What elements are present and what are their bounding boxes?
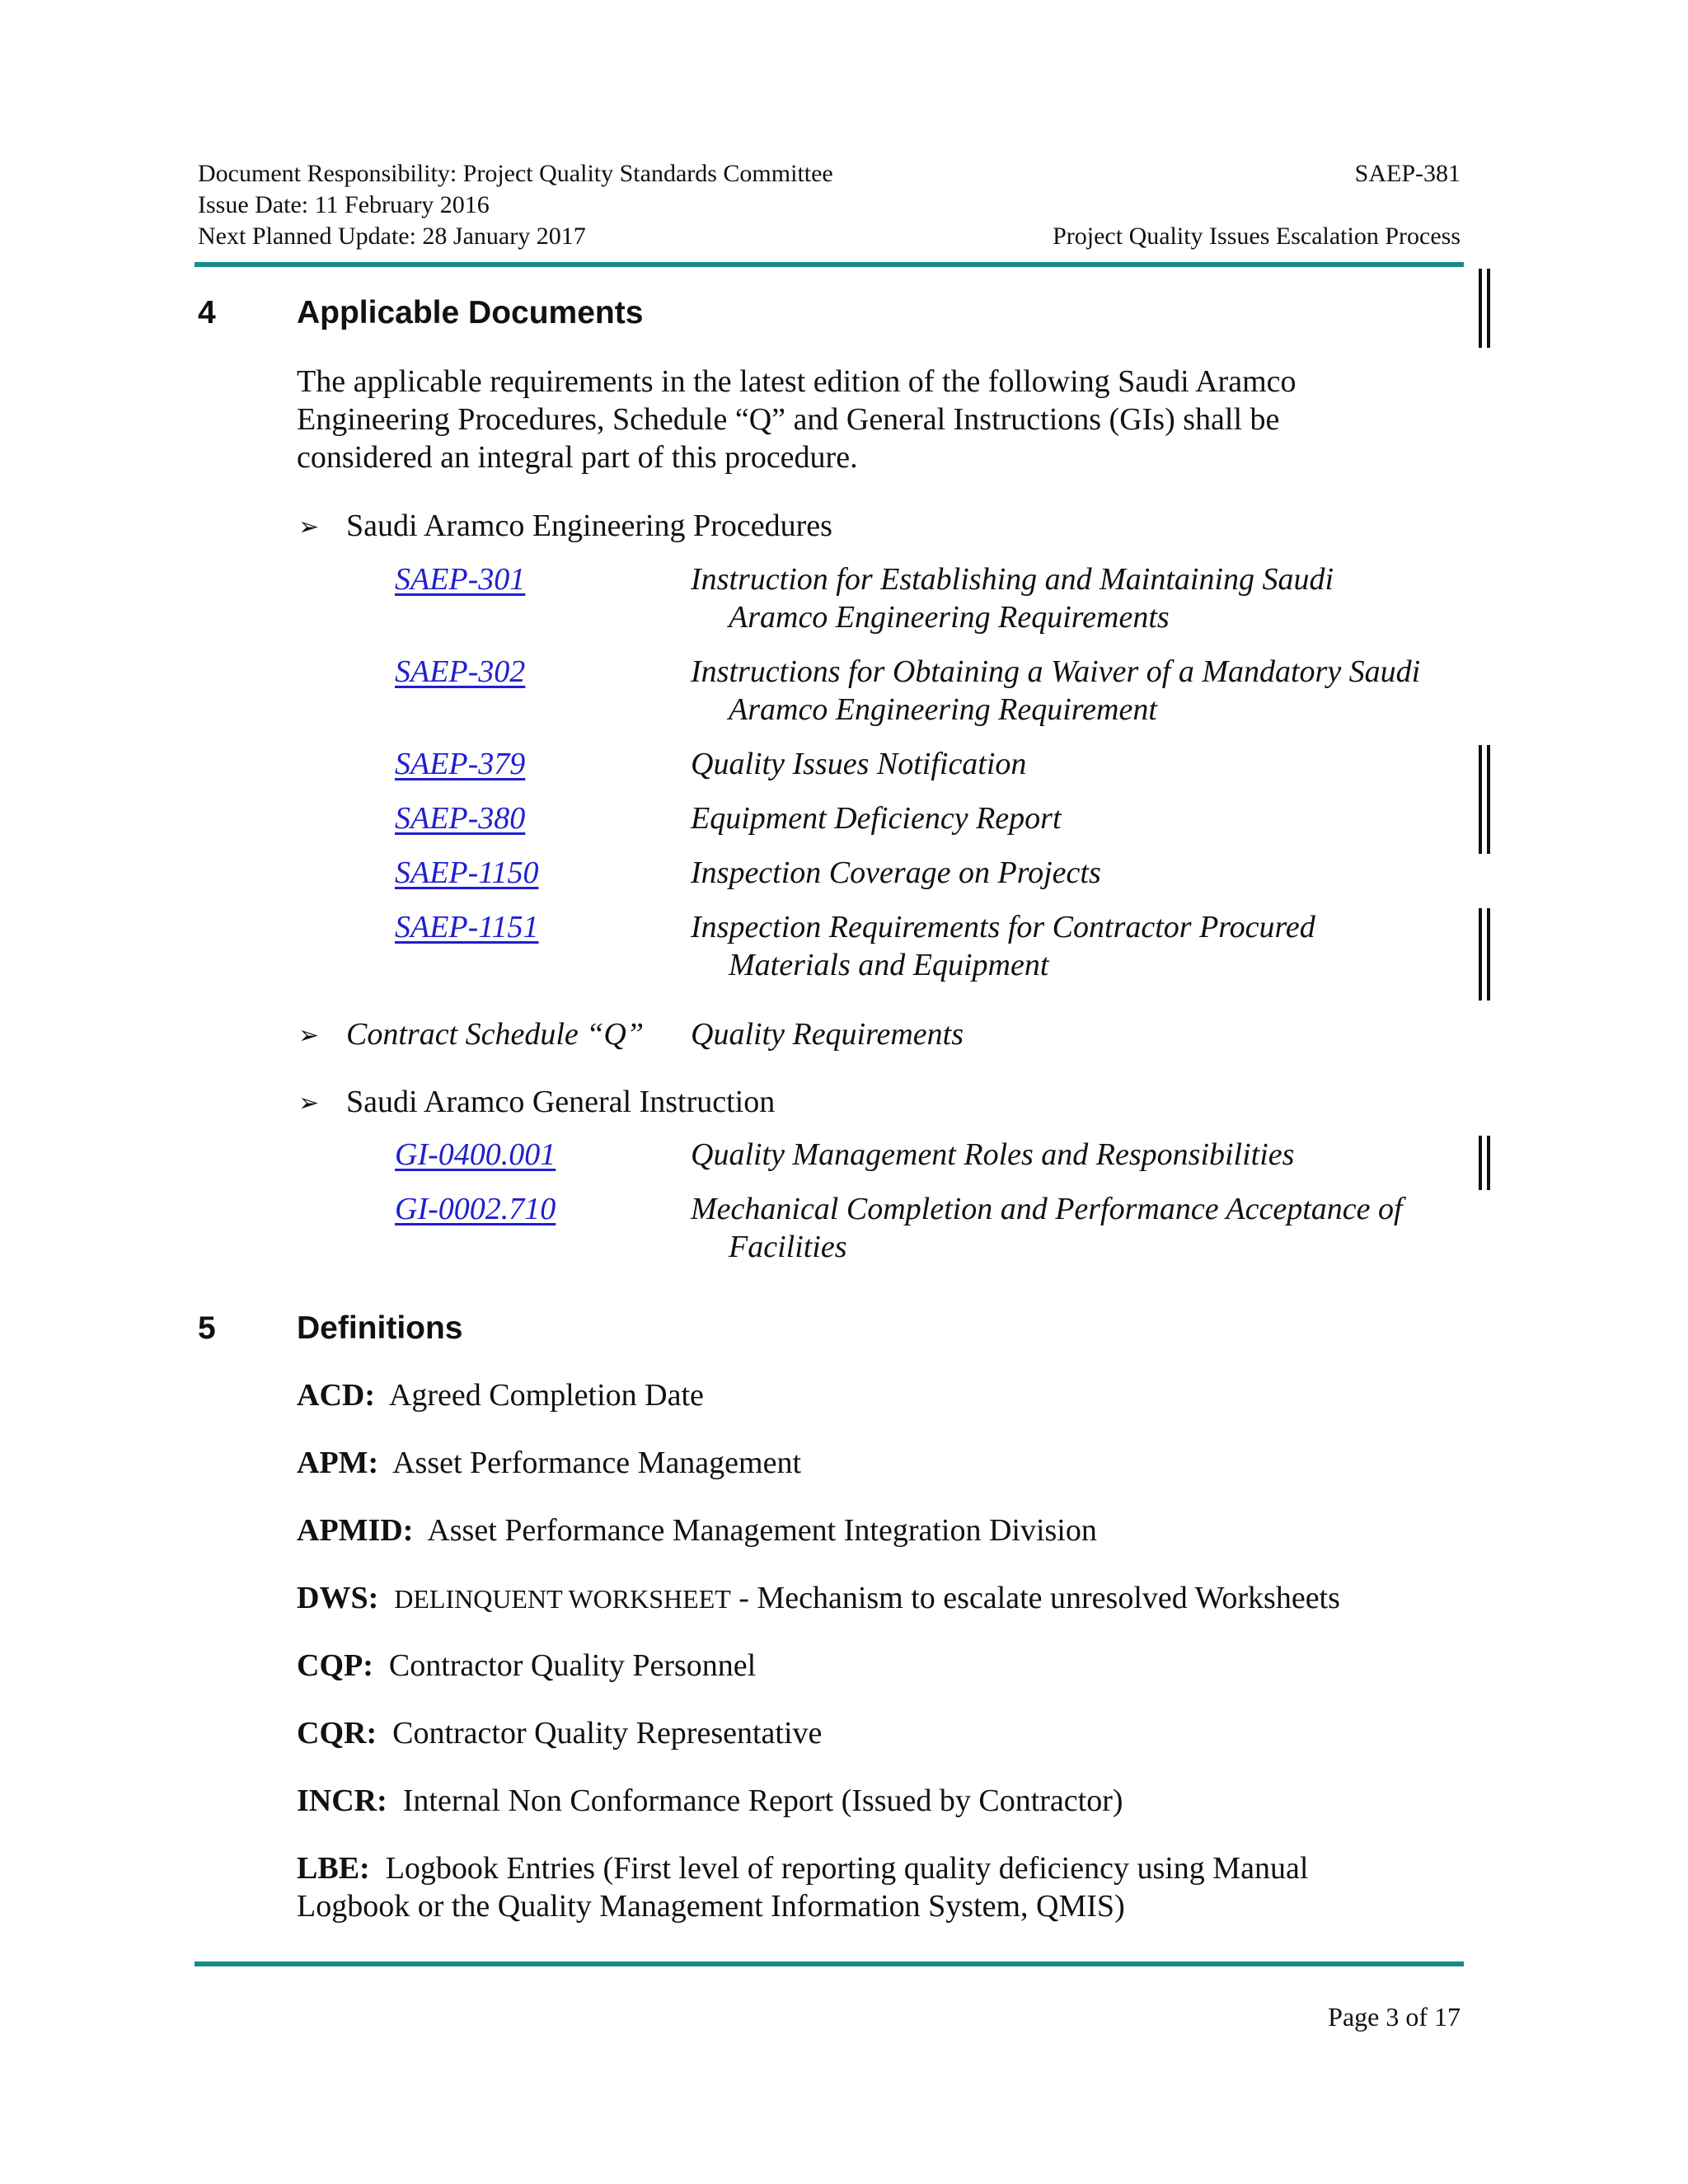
doc-title-line: Mechanical Completion and Performance Acceptance of	[691, 1192, 1403, 1226]
doc-title-entry	[691, 1190, 1688, 1266]
doc-link-gi-0002-710[interactable]: GI-0002.710	[395, 1192, 556, 1226]
definition-text: - Mechanism to escalate unresolved Worksheets	[730, 1581, 1340, 1615]
doc-link-gi-0400-001[interactable]: GI-0400.001	[395, 1137, 556, 1172]
header-rule	[195, 262, 1464, 267]
doc-title-entry	[691, 653, 1688, 729]
group-label: Contract Schedule “Q”	[346, 1017, 644, 1052]
definition-text: Asset Performance Management Integration Division	[427, 1513, 1097, 1548]
doc-link-saep-379[interactable]: SAEP-379	[395, 747, 526, 781]
doc-link-saep-380[interactable]: SAEP-380	[395, 801, 526, 836]
definition-item	[297, 1849, 1393, 1925]
doc-title-line: Facilities	[729, 1230, 847, 1264]
doc-title-line: Instruction for Establishing and Maintaining Saudi	[691, 562, 1334, 597]
doc-title-entry	[691, 560, 1688, 636]
doc-title-line: Aramco Engineering Requirement	[729, 692, 1157, 727]
doc-title-entry: Equipment Deficiency Report	[691, 801, 1062, 836]
definition-text: DELINQUENT WORKSHEET	[394, 1584, 731, 1614]
doc-title-line: Aramco Engineering Requirements	[729, 600, 1170, 635]
definition-text: Contractor Quality Personnel	[388, 1648, 757, 1683]
section-number: 5	[198, 1310, 216, 1346]
doc-link-saep-302[interactable]: SAEP-302	[395, 654, 526, 689]
doc-title-entry: Quality Requirements	[691, 1017, 964, 1052]
definition-text: Logbook Entries (First level of reporting quality deficiency using Manual Logbook or the Quality Management Information System, QMIS)	[297, 1851, 1309, 1924]
doc-title-entry: Inspection Coverage on Projects	[691, 855, 1101, 890]
bullet-arrow-icon: ➢	[298, 1021, 320, 1050]
doc-title-line: Materials and Equipment	[729, 948, 1049, 982]
definition-item	[297, 1647, 1385, 1685]
change-bar	[1479, 269, 1490, 348]
group-label: Saudi Aramco General Instruction	[346, 1085, 776, 1119]
next-planned-update: Next Planned Update: 28 January 2017	[198, 223, 586, 250]
definition-term: DWS:	[297, 1581, 379, 1615]
definition-term: LBE:	[297, 1851, 370, 1886]
definition-text: Contractor Quality Representative	[392, 1716, 823, 1750]
section-intro: The applicable requirements in the latest edition of the following Saudi Aramco Engineering Procedures, Schedule “Q” and General Instructions (GIs) shall be considered an integral part of this procedure.	[297, 364, 1296, 475]
page-number: Page 3 of 17	[1328, 2002, 1461, 2032]
bullet-arrow-icon: ➢	[298, 1089, 320, 1118]
definition-text: Agreed Completion Date	[388, 1378, 704, 1413]
definition-item	[297, 1782, 1385, 1820]
group-label: Saudi Aramco Engineering Procedures	[346, 509, 832, 543]
bullet-arrow-icon: ➢	[298, 513, 320, 541]
definition-term: APM:	[297, 1446, 379, 1480]
doc-title-line: Instructions for Obtaining a Waiver of a Mandatory Saudi	[691, 654, 1421, 689]
definition-item	[297, 1444, 1385, 1482]
section-title: Applicable Documents	[297, 295, 644, 330]
doc-title: Project Quality Issues Escalation Process	[1053, 223, 1461, 250]
definition-term: APMID:	[297, 1513, 414, 1548]
doc-responsibility: Document Responsibility: Project Quality Standards Committee	[198, 160, 833, 187]
definition-item	[297, 1579, 1385, 1618]
definition-item	[297, 1376, 1385, 1414]
doc-id: SAEP-381	[1354, 160, 1461, 187]
definition-term: CQR:	[297, 1716, 377, 1750]
definition-text: Internal Non Conformance Report (Issued by Contractor)	[402, 1783, 1123, 1818]
definition-term: INCR:	[297, 1783, 387, 1818]
doc-title-entry: Quality Issues Notification	[691, 747, 1027, 781]
footer-rule	[195, 1961, 1464, 1966]
doc-link-saep-301[interactable]: SAEP-301	[395, 562, 526, 597]
doc-link-saep-1150[interactable]: SAEP-1150	[395, 855, 539, 890]
issue-date: Issue Date: 11 February 2016	[198, 191, 490, 218]
doc-title-entry	[691, 908, 1688, 984]
definition-text: Asset Performance Management	[392, 1446, 802, 1480]
definition-term: ACD:	[297, 1378, 375, 1413]
definition-item	[297, 1714, 1385, 1752]
doc-title-entry: Quality Management Roles and Responsibilities	[691, 1137, 1295, 1172]
section-number: 4	[198, 295, 216, 330]
definition-item	[297, 1511, 1385, 1549]
definition-term: CQP:	[297, 1648, 373, 1683]
section-title: Definitions	[297, 1310, 463, 1346]
doc-link-saep-1151[interactable]: SAEP-1151	[395, 910, 539, 944]
doc-title-line: Inspection Requirements for Contractor Procured	[691, 910, 1315, 944]
